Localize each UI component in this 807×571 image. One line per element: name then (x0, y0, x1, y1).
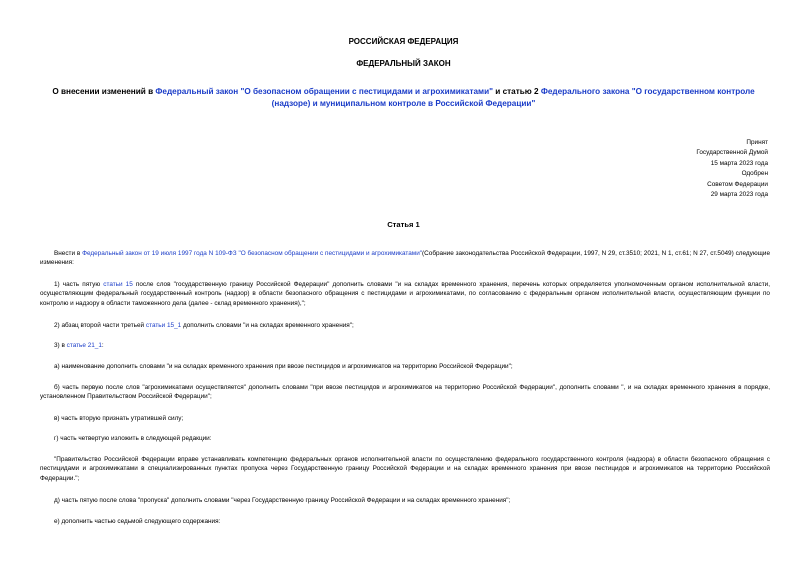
paragraph-intro (40, 249, 770, 268)
p1-text-start: 1) часть пятую (54, 281, 104, 288)
title-middle: и статью 2 (493, 87, 541, 96)
approved-label: Одобрен (741, 170, 768, 178)
intro-law-link[interactable]: Федеральный закон от 19 июля 1997 года N 109-ФЗ "О безопасном обращении с пестицидами и агрохимикатами" (82, 250, 423, 257)
article-15-1-link[interactable]: статьи 15_1 (145, 322, 182, 329)
law-title (40, 86, 767, 110)
intro-text-start: Внести в (54, 250, 83, 257)
pb-text: б) часть первую после слов "агрохимикатами осуществляется" дополнить словами "при ввозе пестицидов и агрохимикатов на территорию Российской Федерации", дополнить словами ", и на складах временного хранения в порядке, установленном Правительством Российской Федерации"; (40, 384, 770, 401)
paragraph-3 (40, 341, 770, 350)
paragraph-quote (40, 455, 770, 483)
doc-type-heading: ФЕДЕРАЛЬНЫЙ ЗАКОН (356, 59, 451, 68)
paragraph-v (40, 414, 770, 423)
paragraph-d (40, 496, 770, 505)
pv-text: в) часть вторую признать утратившей силу; (54, 415, 184, 422)
pe-text: е) дополнить частью седьмой следующего содержания: (54, 518, 221, 525)
article-heading: Статья 1 (387, 220, 420, 229)
pd-text: д) часть пятую после слова "пропуска" дополнить словами "через Государственную границу Российской Федерации и на складах временного хранения"; (54, 497, 511, 504)
duma-date: 15 марта 2023 года (710, 159, 768, 167)
intro-text-end: (Собрание законодательства Российской Федерации, 1997, N 29, ст.3510; 2021, N 1, ст.61; N 27, ст.5049) следующие изменения: (40, 250, 771, 267)
duma-label: Государственной Думой (696, 149, 768, 157)
title-link-pesticides-law[interactable]: Федеральный закон "О безопасном обращении с пестицидами и агрохимикатами" (155, 87, 493, 96)
paragraph-a (40, 362, 770, 371)
adoption-block (696, 138, 768, 201)
article-21-1-link[interactable]: статье 21_1 (66, 342, 102, 349)
adopted-label: Принят (746, 139, 768, 146)
country-heading: РОССИЙСКАЯ ФЕДЕРАЦИЯ (348, 37, 459, 46)
p1-text-end: после слов "государственную границу Российской Федерации" дополнить словами "и на складах временного хранения, перечень которых определяется уполномоченным органом исполнительной власти, осуществляющим федеральный государственный контроль (надзор) в области безопасного обращения с пестицидами и агрохимикатами, по согласованию с федеральным органом исполнительной власти, осуществляющим функции по контролю и надзору в области таможенного дела (далее - склад временного хранения),"; (40, 281, 770, 307)
council-label: Советом Федерации (707, 180, 768, 188)
article-15-link[interactable]: статьи 15 (103, 281, 133, 288)
pa-text: а) наименование дополнить словами "и на складах временного хранения при ввозе пестицидов и агрохимикатов на территорию Российской Федерации"; (54, 363, 513, 370)
p3-text-start: 3) в (54, 342, 67, 349)
paragraph-2 (40, 321, 770, 330)
paragraph-1 (40, 280, 770, 308)
quote-text: "Правительство Российской Федерации вправе устанавливать компетенцию федеральных органов исполнительной власти по осуществлению федерального государственного контроля (надзора) в области безопасного обращения с пестицидами и агрохимикатами в специализированных пунктах пропуска через Государственную границу Российской Федерации и на складах временного хранения при ввозе пестицидов и агрохимикатов на территорию Российской Федерации."; (40, 456, 770, 482)
pg-text: г) часть четвертую изложить в следующей редакции: (54, 435, 212, 442)
p3-text-end: : (101, 342, 104, 349)
p2-text-end: дополнить словами "и на складах временного хранения"; (181, 322, 354, 329)
title-link-control-law[interactable]: Федерального закона "О государственном контроле (надзоре) и муниципальном контроле в Российской Федерации" (271, 87, 755, 108)
title-prefix: О внесении изменений в (52, 87, 156, 96)
paragraph-b (40, 383, 770, 402)
council-date: 29 марта 2023 года (710, 191, 768, 199)
paragraph-e (40, 517, 770, 526)
p2-text-start: 2) абзац второй части третьей (54, 322, 146, 329)
paragraph-g (40, 434, 770, 443)
